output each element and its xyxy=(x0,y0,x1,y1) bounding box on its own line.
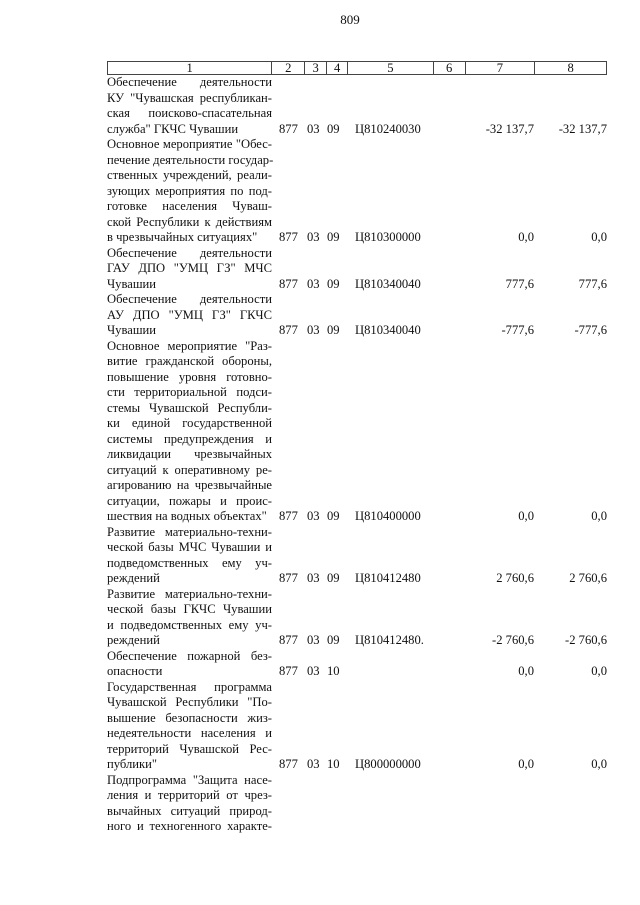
amount-total: 777,6 xyxy=(505,276,534,291)
description-line: территорий Чувашской Рес- xyxy=(107,741,272,756)
expense-type-code xyxy=(434,323,466,339)
description-line: Обеспечение пожарной без- xyxy=(107,648,272,663)
table-row xyxy=(107,680,607,773)
section-code: 03 xyxy=(307,664,320,678)
subsection-code: 10 xyxy=(327,664,340,678)
description-line: ческой базы МЧС Чувашии и xyxy=(107,540,272,554)
description-line: ской Республики к действиям xyxy=(107,214,272,229)
ministry-code: 877 xyxy=(279,276,298,291)
section-code: 03 xyxy=(307,509,320,523)
row-description xyxy=(107,525,272,587)
description-line: Обеспечение деятельности xyxy=(107,75,272,89)
description-line: ления и территорий от чрез- xyxy=(107,788,272,802)
ministry-code: 877 xyxy=(279,230,298,244)
section-code: 03 xyxy=(307,276,320,291)
description-line: в чрезвычайных ситуациях" xyxy=(107,230,258,244)
description-line: стемы Чувашской Республи- xyxy=(107,400,272,415)
description-line: Государственная программа xyxy=(107,679,272,694)
target-article-code xyxy=(348,664,434,680)
expense-type-code xyxy=(434,122,466,138)
description-line: шествия на водных объектах" xyxy=(107,509,267,523)
amount-budget xyxy=(536,819,607,835)
amount-total: -777,6 xyxy=(501,323,534,337)
amount-total: -32 137,7 xyxy=(485,121,534,136)
description-line: вычайных ситуаций природ- xyxy=(107,803,272,818)
description-line: ситуаций к оперативному ре- xyxy=(107,462,272,477)
subsection-code: 09 xyxy=(327,323,340,337)
description-line: повышение уровня готовно- xyxy=(107,369,272,384)
description-line: системы предупреждения и xyxy=(107,431,272,446)
amount-budget: 2 760,6 xyxy=(569,571,607,585)
subsection-code: 09 xyxy=(327,230,340,244)
target-article-code: Ц800000000 xyxy=(355,757,421,771)
subsection-code: 09 xyxy=(327,121,340,136)
amount-budget: 777,6 xyxy=(578,276,607,291)
amount-budget: 0,0 xyxy=(591,230,607,244)
ministry-code: 877 xyxy=(279,509,298,523)
description-line: подведомственных ему уч- xyxy=(107,555,272,570)
description-line: АУ ДПО "УМЦ ГЗ" ГКЧС xyxy=(107,307,272,322)
column-header-2: 2 xyxy=(272,62,305,74)
amount-budget: 0,0 xyxy=(591,757,607,771)
description-line: Развитие материально-техни- xyxy=(107,524,272,539)
ministry-code: 877 xyxy=(279,664,298,678)
amount-total: -2 760,6 xyxy=(492,633,534,647)
amount-budget: -2 760,6 xyxy=(565,633,607,647)
column-header-7: 7 xyxy=(466,62,536,74)
table-row xyxy=(107,75,607,137)
amount-total: 2 760,6 xyxy=(496,571,534,585)
description-line: ческой базы ГКЧС Чувашии xyxy=(107,602,272,616)
table-row xyxy=(107,137,607,246)
amount-total: 0,0 xyxy=(518,757,534,771)
amount-total: 0,0 xyxy=(518,509,534,523)
description-line: Основное мероприятие "Раз- xyxy=(107,338,272,353)
amount-total: 0,0 xyxy=(518,230,534,244)
description-line: Основное мероприятие "Обес- xyxy=(107,137,272,151)
column-header-6: 6 xyxy=(434,62,466,74)
expense-type-code xyxy=(434,664,466,680)
description-line: Чувашии xyxy=(107,276,157,291)
row-description xyxy=(107,339,272,525)
description-line: витие гражданской обороны, xyxy=(107,354,272,368)
ministry-code: 877 xyxy=(279,121,298,136)
column-header-4: 4 xyxy=(327,62,348,74)
row-description xyxy=(107,649,272,680)
target-article-code: Ц810412480 xyxy=(355,571,421,585)
row-description xyxy=(107,75,272,137)
expense-type-code xyxy=(434,757,466,773)
target-article-code: Ц810340040 xyxy=(355,323,421,337)
amount-total: 0,0 xyxy=(518,664,534,678)
target-article-code: Ц810412480. xyxy=(355,633,424,647)
column-header-3: 3 xyxy=(305,62,327,74)
row-description xyxy=(107,246,272,293)
description-line: агированию на чрезвычайные xyxy=(107,478,272,492)
section-code: 03 xyxy=(307,230,320,244)
section-code: 03 xyxy=(307,757,320,771)
description-line: вышение безопасности жиз- xyxy=(107,710,272,725)
description-line: Обеспечение деятельности xyxy=(107,292,272,306)
subsection-code: 10 xyxy=(327,757,340,771)
amount-budget: 0,0 xyxy=(591,664,607,678)
table-row xyxy=(107,587,607,649)
description-line: ки единой государственной xyxy=(107,416,272,430)
expense-type-code xyxy=(434,633,466,649)
description-line: зующих мероприятия по под- xyxy=(107,183,272,198)
description-line: Обеспечение деятельности xyxy=(107,245,272,260)
description-line: КУ "Чувашская республикан- xyxy=(107,90,272,105)
description-line: ственных учреждений, реали- xyxy=(107,168,272,182)
description-line: ГАУ ДПО "УМЦ ГЗ" МЧС xyxy=(107,261,272,275)
section-code: 03 xyxy=(307,323,320,337)
page-number: 809 xyxy=(340,12,360,27)
description-line: ного и техногенного характе- xyxy=(107,819,272,833)
column-header-8: 8 xyxy=(567,61,574,75)
description-line: печение деятельности государ- xyxy=(107,152,274,167)
target-article-code: Ц810400000 xyxy=(355,509,421,523)
description-line: Чувашской Республики "По- xyxy=(107,695,272,709)
table-row xyxy=(107,525,607,587)
description-line: реждений xyxy=(107,633,160,647)
expense-type-code xyxy=(434,230,466,246)
description-line: и подведомственных ему уч- xyxy=(107,617,272,632)
expense-type-code xyxy=(434,571,466,587)
expense-type-code xyxy=(434,509,466,525)
table-row xyxy=(107,292,607,339)
ministry-code: 877 xyxy=(279,323,298,337)
column-header-1: 1 xyxy=(108,62,272,74)
table-header xyxy=(107,61,607,75)
description-line: Подпрограмма "Защита насе- xyxy=(107,772,272,787)
description-line: Развитие материально-техни- xyxy=(107,586,272,601)
description-line: опасности xyxy=(107,664,163,678)
target-article-code: Ц810340040 xyxy=(355,276,421,291)
amount-total xyxy=(466,819,536,835)
section-code: 03 xyxy=(307,571,320,585)
ministry-code: 877 xyxy=(279,571,298,585)
description-line: ситуации, пожары и проис- xyxy=(107,493,272,508)
table-row xyxy=(107,246,607,293)
description-line: публики" xyxy=(107,757,157,771)
ministry-code xyxy=(272,819,305,835)
table-row xyxy=(107,773,607,835)
table-row xyxy=(107,339,607,525)
target-article-code: Ц810240030 xyxy=(355,121,421,136)
description-line: сти территориальной подси- xyxy=(107,385,272,399)
subsection-code: 09 xyxy=(327,633,340,647)
section-code: 03 xyxy=(307,633,320,647)
row-description xyxy=(107,680,272,773)
ministry-code: 877 xyxy=(279,633,298,647)
subsection-code xyxy=(327,819,348,835)
column-header-5: 5 xyxy=(348,62,434,74)
row-description xyxy=(107,137,272,246)
table-row xyxy=(107,649,607,680)
description-line: реждений xyxy=(107,571,160,585)
subsection-code: 09 xyxy=(327,509,340,523)
row-description xyxy=(107,773,272,835)
amount-budget: -32 137,7 xyxy=(558,121,607,136)
description-line: Чувашии xyxy=(107,323,157,337)
row-description xyxy=(107,587,272,649)
amount-budget: 0,0 xyxy=(591,509,607,523)
section-code: 03 xyxy=(307,121,320,136)
subsection-code: 09 xyxy=(327,571,340,585)
description-line: служба" ГКЧС Чувашии xyxy=(107,121,239,136)
description-line: недеятельности населения и xyxy=(107,726,272,740)
expense-type-code xyxy=(434,277,466,293)
description-line: ская поисково-спасательная xyxy=(107,106,272,120)
target-article-code: Ц810300000 xyxy=(355,230,421,244)
amount-budget: -777,6 xyxy=(574,323,607,337)
section-code xyxy=(305,819,327,835)
subsection-code: 09 xyxy=(327,276,340,291)
expense-type-code xyxy=(434,819,466,835)
description-line: готовке населения Чуваш- xyxy=(107,199,272,213)
ministry-code: 877 xyxy=(279,757,298,771)
target-article-code xyxy=(348,819,434,835)
table-body xyxy=(107,75,607,835)
description-line: ликвидации чрезвычайных xyxy=(107,447,272,461)
row-description xyxy=(107,292,272,339)
